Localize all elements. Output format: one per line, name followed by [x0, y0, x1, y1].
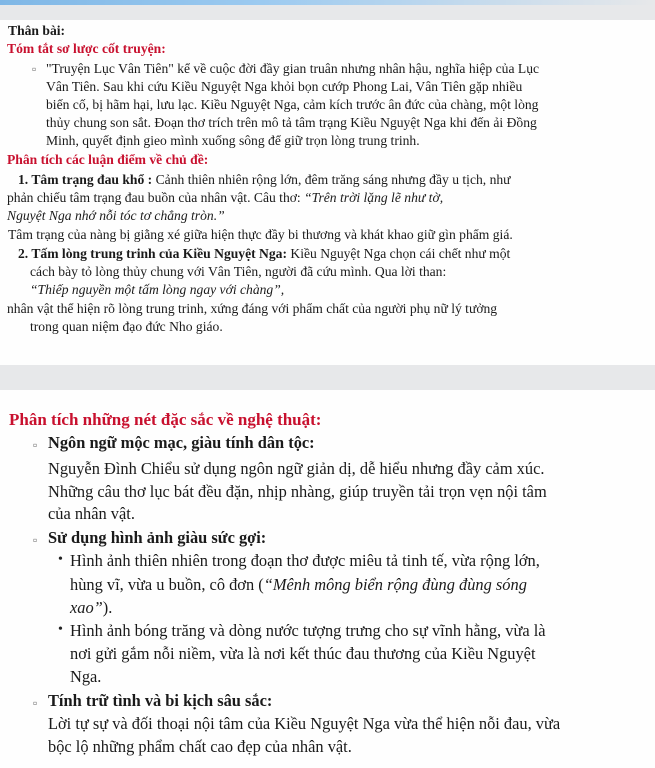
- summary-line: "Truyện Lục Vân Tiên" kể về cuộc đời đầy gian truân nhưng nhân hậu, nghĩa hiệp của Lục: [46, 61, 540, 76]
- body-section-card: [0, 20, 655, 365]
- lyric-line: Lời tự sự và đối thoại nội tâm của Kiều Nguyệt Nga vừa thể hiện nỗi đau, vừa: [48, 714, 561, 733]
- imagery-bullet-1-line: Hình ảnh thiên nhiên trong đoạn thơ được miêu tả tinh tế, vừa rộng lớn,: [70, 551, 540, 570]
- lyric-title: Tính trữ tình và bi kịch sâu sắc:: [48, 691, 273, 710]
- art-title: Phân tích những nét đặc sắc về nghệ thuật:: [9, 410, 322, 429]
- point-2-title: 2. Tấm lòng trung trinh của Kiều Nguyệt Nga:: [18, 246, 287, 261]
- poem-quote: “Mênh mông biển rộng đùng đùng sóng: [263, 575, 527, 594]
- imagery-bullet-2-line: Hình ảnh bóng trăng và dòng nước tượng trưng cho sự vĩnh hằng, vừa là: [70, 621, 546, 640]
- imagery-bullet-1-line: xao”).: [70, 598, 113, 617]
- summary-line: Minh, quyết định gieo mình xuống sông để giữ trọn lòng trung trinh.: [46, 133, 420, 148]
- bullet-icon: ▫: [33, 696, 38, 710]
- analysis-title: Phân tích các luận điểm về chủ đề:: [7, 152, 209, 167]
- point-2-line-1: 2. Tấm lòng trung trinh của Kiều Nguyệt Nga: Kiều Nguyệt Nga chọn cái chết như một: [18, 246, 511, 261]
- language-line: của nhân vật.: [48, 504, 135, 523]
- body-heading: Thân bài:: [8, 23, 66, 38]
- language-line: Nguyễn Đình Chiểu sử dụng ngôn ngữ giản dị, dễ hiểu nhưng đầy cảm xúc.: [48, 459, 545, 478]
- bullet-icon: ▫: [32, 62, 37, 76]
- poem-quote: “Trên trời lặng lẽ như tờ,: [304, 190, 444, 205]
- bullet-icon: •: [58, 622, 63, 637]
- top-accent-bar: [0, 0, 655, 5]
- summary-title: Tóm tắt sơ lược cốt truyện:: [7, 41, 166, 56]
- point-2-line-4: nhân vật thể hiện rõ lòng trung trinh, xứng đáng với phẩm chất của người phụ nữ lý tưởng: [7, 301, 498, 316]
- point-1-line-1: 1. Tâm trạng đau khổ : Cảnh thiên nhiên rộng lớn, đêm trăng sáng nhưng đầy u tịch, như: [18, 172, 511, 187]
- summary-line: Vân Tiên. Sau khi cứu Kiều Nguyệt Nga khỏi bọn cướp Phong Lai, Vân Tiên gặp nhiều: [46, 79, 523, 94]
- language-line: Những câu thơ lục bát đều đặn, nhịp nhàng, giúp truyền tải trọn vẹn nội tâm: [48, 482, 547, 501]
- art-analysis-card: [0, 390, 655, 768]
- imagery-title: Sử dụng hình ảnh giàu sức gợi:: [48, 528, 267, 547]
- poem-quote: xao”: [70, 598, 103, 617]
- imagery-bullet-2-line: Nga.: [70, 667, 102, 686]
- point-1-line-4: Tâm trạng của nàng bị giằng xé giữa hiện thực đầy bi thương và khát khao giữ gìn phẩm giá.: [8, 227, 513, 242]
- bullet-icon: ▫: [33, 533, 38, 547]
- point-1-title: 1. Tâm trạng đau khổ :: [18, 172, 153, 187]
- summary-line: biến cố, bị hãm hại, lưu lạc. Kiều Nguyệt Nga, cảm kích trước ân đức của chàng, một lòng: [46, 97, 539, 112]
- point-2-line-2: cách bày tỏ lòng thủy chung với Vân Tiên, người đã cứu mình. Qua lời than:: [30, 264, 447, 279]
- bullet-icon: ▫: [33, 438, 38, 452]
- language-title: Ngôn ngữ mộc mạc, giàu tính dân tộc:: [48, 433, 315, 452]
- lyric-line: bộc lộ những phẩm chất cao đẹp của nhân vật.: [48, 737, 352, 756]
- poem-quote: “Thiếp nguyền một tấm lòng ngay với chàng”,: [30, 282, 285, 297]
- point-1-line-2: phản chiếu tâm trạng đau buồn của nhân vật. Câu thơ: “Trên trời lặng lẽ như tờ,: [7, 190, 444, 205]
- imagery-bullet-2-line: nơi gửi gắm nỗi niềm, vừa là nơi kết thúc đau thương của Kiều Nguyệt: [70, 644, 536, 663]
- bullet-icon: •: [58, 552, 63, 567]
- poem-quote: Nguyệt Nga nhớ nỗi tóc tơ chẳng tròn.”: [7, 208, 225, 223]
- point-2-line-5: trong quan niệm đạo đức Nho giáo.: [30, 319, 223, 334]
- imagery-bullet-1-line: hùng vĩ, vừa u buồn, cô đơn (“Mênh mông biển rộng đùng đùng sóng: [70, 575, 527, 594]
- summary-line: thủy chung son sắt. Đoạn thơ trích trên mô tả tâm trạng Kiều Nguyệt Nga khi đến ải Đồng: [46, 115, 537, 130]
